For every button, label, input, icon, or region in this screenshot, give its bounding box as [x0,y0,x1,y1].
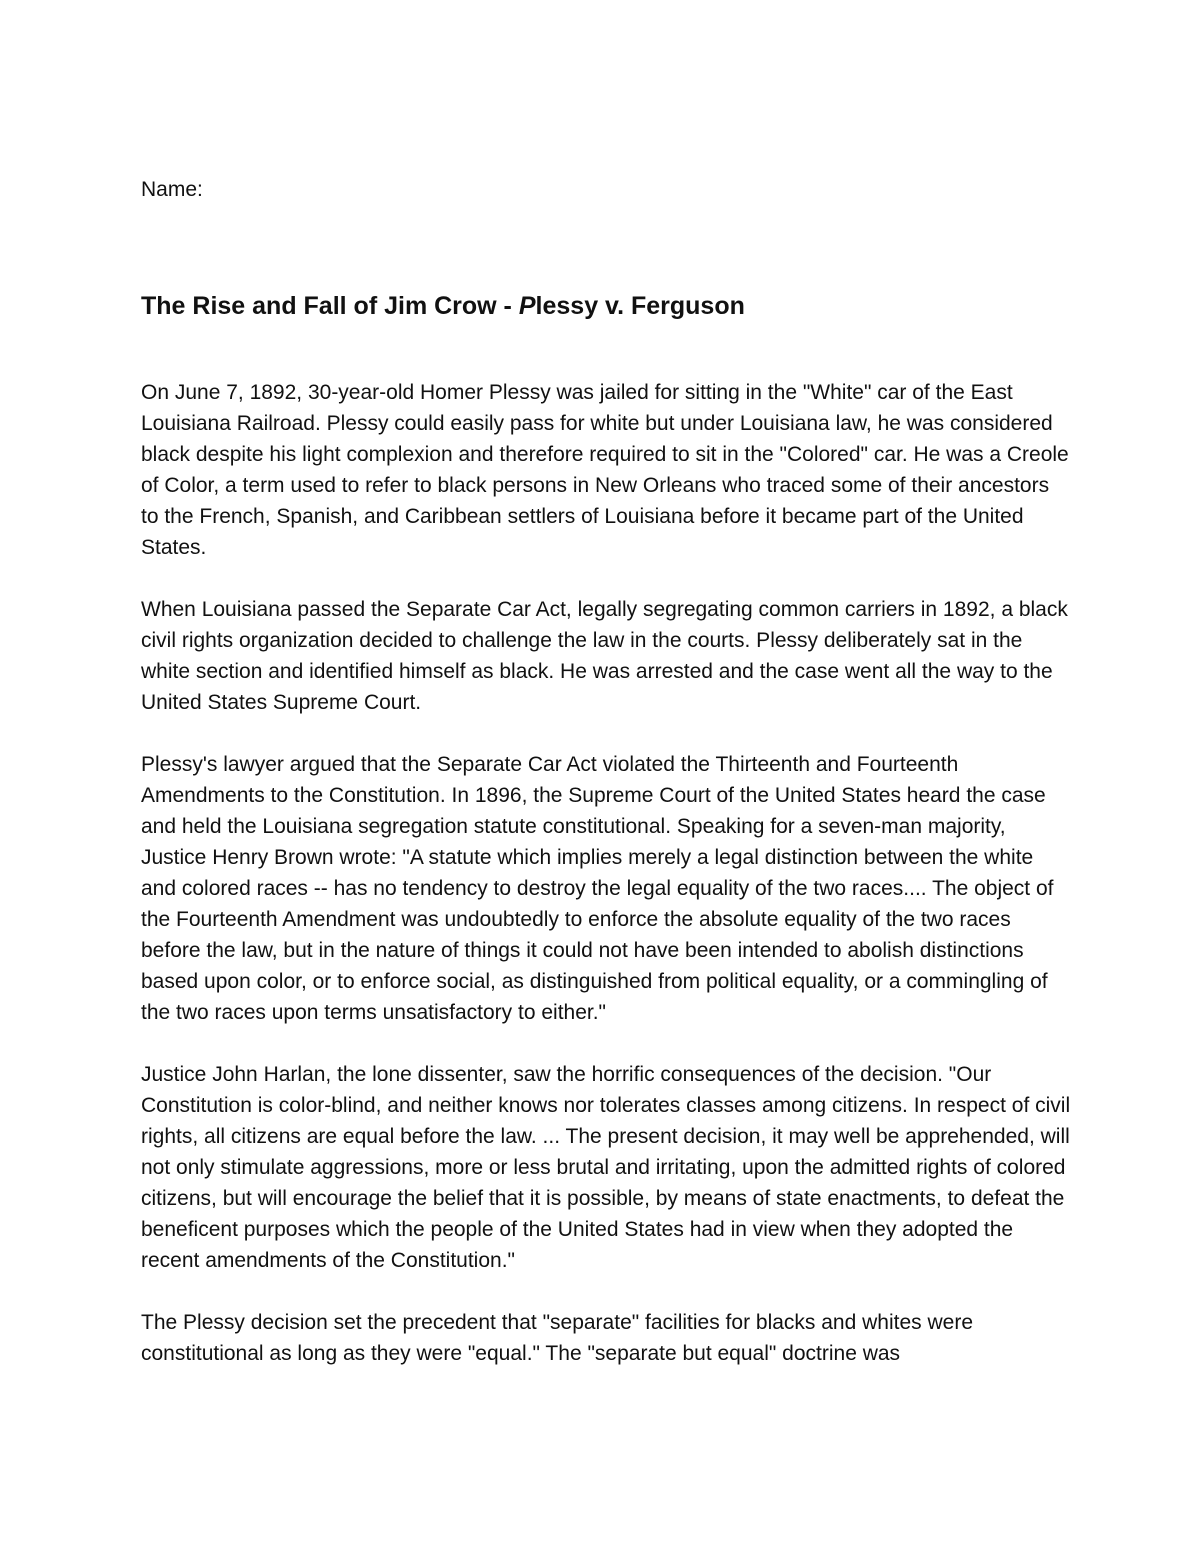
title-prefix: The Rise and Fall of Jim Crow - [141,292,519,320]
paragraph-3: Plessy's lawyer argued that the Separate Car Act violated the Thirteenth and Fourteenth Amendments to the Constitution. In 1896, the Supreme Court of the United States heard the case and held the Louisiana segregation statute constitutional. Speaking for a seven-man majority, Justice Henry Brown wrote: "A statute which implies merely a legal distinction between the white and colored races -- has no tendency to destroy the legal equality of the two races.... The object of the Fourteenth Amendment was undoubtedly to enforce the absolute equality of the two races before the law, but in the nature of things it could not have been intended to abolish distinctions based upon color, or to enforce social, as distinguished from political equality, or a commingling of the two races upon terms unsatisfactory to either." [141,753,1054,1024]
paragraph-5: The Plessy decision set the precedent that "separate" facilities for blacks and whites were constitutional as long as they were "equal." The "separate but equal" doctrine was [141,1311,974,1365]
name-label: Name: [141,178,203,201]
title-italic-letter: P [518,292,536,320]
page-title [141,289,1071,323]
document-body [141,174,1071,1369]
paragraph-1: On June 7, 1892, 30-year-old Homer Plessy was jailed for sitting in the "White" car of the East Louisiana Railroad. Plessy could easily pass for white but under Louisiana law, he was considered black despite his light complexion and therefore required to sit in the "Colored" car. He was a Creole of Color, a term used to refer to black persons in New Orleans who traced some of their ancestors to the French, Spanish, and Caribbean settlers of Louisiana before it became part of the United States. [141,381,1069,559]
paragraph-4: Justice John Harlan, the lone dissenter, saw the horrific consequences of the decision. "Our Constitution is color-blind, and neither knows nor tolerates classes among citizens. In respect of civil rights, all citizens are equal before the law. ... The present decision, it may well be apprehended, will not only stimulate aggressions, more or less brutal and irritating, upon the admitted rights of colored citizens, but will encourage the belief that it is possible, by means of state enactments, to defeat the beneficent purposes which the people of the United States had in view when they adopted the recent amendments of the Constitution." [141,1063,1071,1272]
paragraph-2: When Louisiana passed the Separate Car Act, legally segregating common carriers in 1892, a black civil rights organization decided to challenge the law in the courts. Plessy deliberately sat in the white section and identified himself as black. He was arrested and the case went all the way to the United States Supreme Court. [141,598,1068,714]
title-suffix: lessy v. Ferguson [535,292,745,320]
